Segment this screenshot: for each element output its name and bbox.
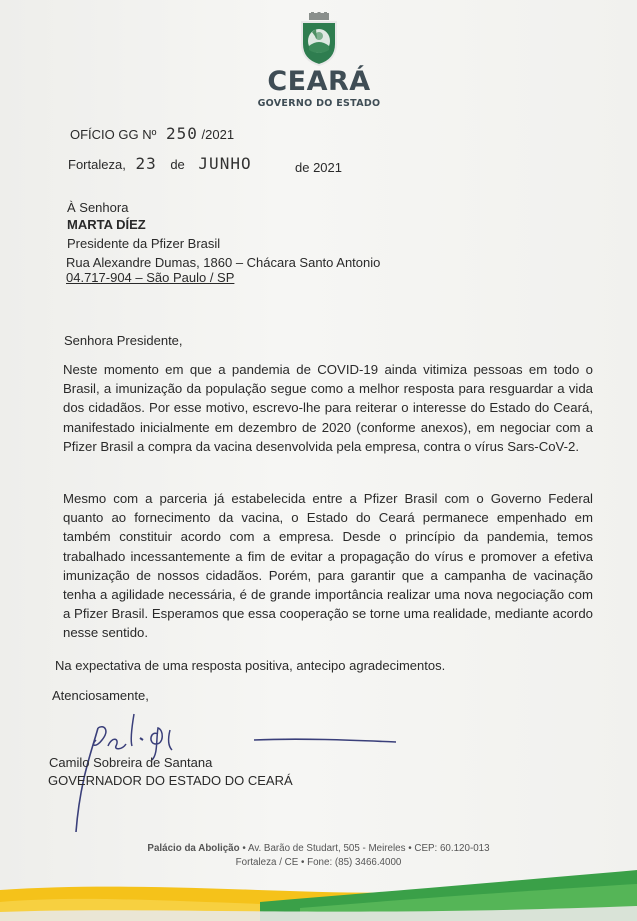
- footer-city-phone: Fortaleza / CE • Fone: (85) 3466.4000: [235, 857, 402, 868]
- signer-name: Camilo Sobreira de Santana: [49, 755, 213, 770]
- footer-place: Palácio da Abolição: [147, 843, 240, 854]
- footer-address: [0, 843, 637, 854]
- paragraph-1: Neste momento em que a pandemia de COVID-19 ainda vitimiza pessoas em todo o Brasil, a imunização da população segue como a melhor resposta para resguardar a vida dos cidadãos. Por esse motivo, escrevo-lhe para reiterar o interesse do Estado do Ceará, manifestado inicialmente em dezembro de 2020 (conforme anexos), em negociar com a Pfizer Brasil a compra da vacina desenvolvida pela empresa, contra o vírus Sars-CoV-2.: [63, 362, 593, 454]
- paragraph-2: Mesmo com a parceria já estabelecida entre a Pfizer Brasil com o Governo Federal quanto ao fornecimento da vacina, o Estado do Ceará permanece empenhado em também constituir acordo com a empresa. Desde o princípio da pandemia, temos trabalhado incessantemente a fim de evitar a propagação do vírus e promover a efetiva imunização de nossos cidadãos. Porém, para garantir que a campanha de vacinação tenha a agilidade necessária, é de grande importância realizar uma nova negociação com a Pfizer Brasil. Esperamos que essa cooperação se torne uma realidade, mediante acordo nesse sentido.: [63, 491, 593, 641]
- oficio-line: [70, 124, 234, 143]
- recipient-salutation: À Senhora: [67, 200, 129, 215]
- recipient-postal: 04.717-904 – São Paulo / SP: [66, 270, 235, 285]
- recipient-title: Presidente da Pfizer Brasil: [67, 236, 221, 251]
- signer-role: GOVERNADOR DO ESTADO DO CEARÁ: [48, 773, 293, 788]
- paragraph-3: Na expectativa de uma resposta positiva, antecipo agradecimentos.: [55, 658, 446, 673]
- footer-street: • Av. Barão de Studart, 505 - Meireles • CEP: 60.120-013: [239, 843, 490, 854]
- brand-subtitle: GOVERNO DO ESTADO: [257, 98, 381, 109]
- recipient-address: Rua Alexandre Dumas, 1860 – Chácara Santo Antonio: [66, 255, 381, 270]
- date-line: [68, 154, 252, 173]
- brand-name: CEARÁ: [267, 66, 371, 97]
- ceara-coat-of-arms-icon: [297, 12, 341, 66]
- handwritten-signature: [40, 700, 420, 840]
- greeting: Senhora Presidente,: [64, 333, 183, 348]
- closing: Atenciosamente,: [52, 688, 149, 703]
- recipient-name: MARTA DÍEZ: [67, 217, 146, 232]
- footer-decorative-waves: [0, 862, 637, 921]
- handwritten-month: JUNHO: [198, 154, 252, 173]
- oficio-prefix: OFÍCIO GG Nº: [70, 127, 157, 142]
- date-de: de: [170, 157, 185, 172]
- oficio-number: 250: [166, 124, 198, 143]
- oficio-year: /2021: [201, 127, 235, 142]
- handwritten-day: 23: [135, 154, 157, 173]
- city: Fortaleza,: [68, 157, 126, 172]
- date-year: de 2021: [295, 160, 342, 175]
